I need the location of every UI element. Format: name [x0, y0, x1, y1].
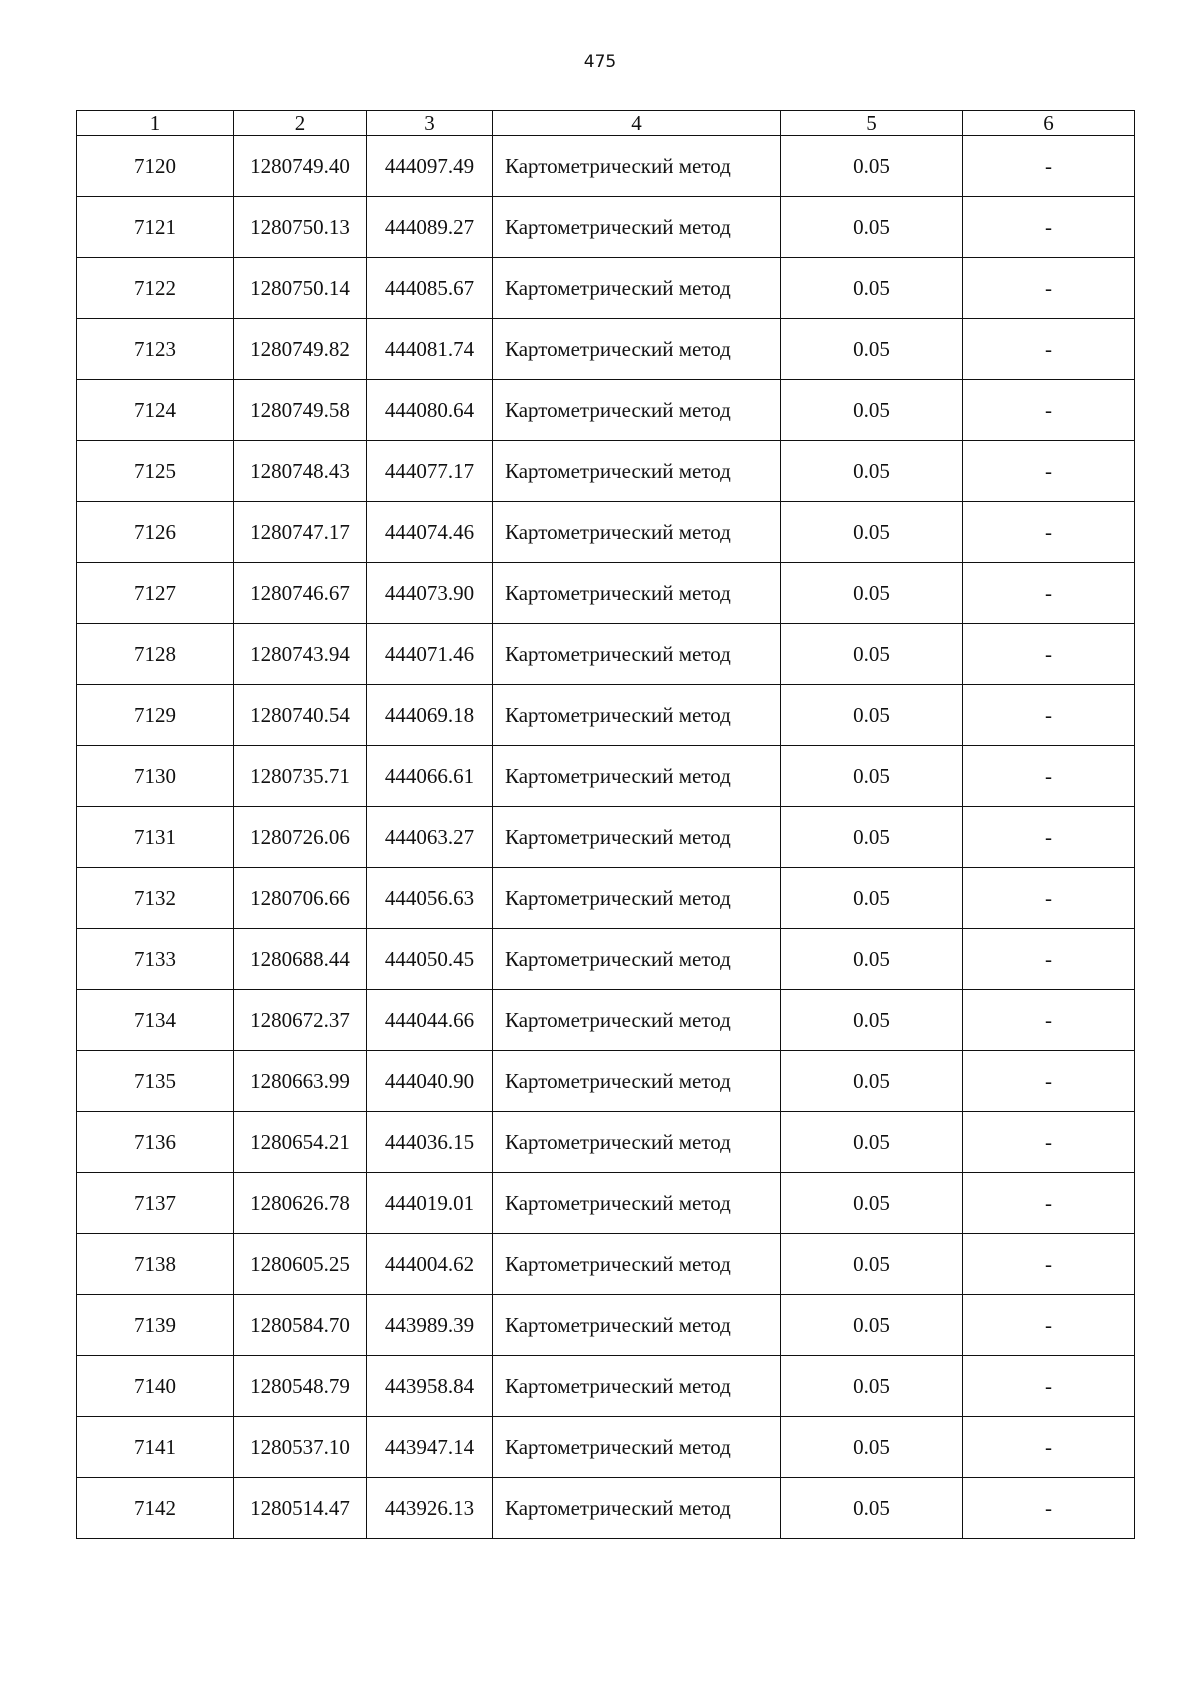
y-coordinate-cell: 444081.74: [367, 319, 493, 380]
point-number-cell: 7125: [77, 441, 234, 502]
y-coordinate-cell: 443926.13: [367, 1478, 493, 1539]
method-cell: Картометрический метод: [493, 1356, 781, 1417]
column-header-5: 5: [781, 111, 963, 136]
x-coordinate-cell: 1280750.14: [234, 258, 367, 319]
table-row: [77, 990, 1135, 1051]
point-number-cell: 7131: [77, 807, 234, 868]
x-coordinate-cell: 1280740.54: [234, 685, 367, 746]
method-cell: Картометрический метод: [493, 1478, 781, 1539]
note-cell: -: [963, 1234, 1135, 1295]
table-body: [77, 136, 1135, 1539]
accuracy-cell: 0.05: [781, 319, 963, 380]
method-cell: Картометрический метод: [493, 197, 781, 258]
x-coordinate-cell: 1280537.10: [234, 1417, 367, 1478]
method-cell: Картометрический метод: [493, 441, 781, 502]
method-cell: Картометрический метод: [493, 1417, 781, 1478]
x-coordinate-cell: 1280706.66: [234, 868, 367, 929]
note-cell: -: [963, 258, 1135, 319]
accuracy-cell: 0.05: [781, 1051, 963, 1112]
method-cell: Картометрический метод: [493, 1234, 781, 1295]
method-cell: Картометрический метод: [493, 990, 781, 1051]
method-cell: Картометрический метод: [493, 1051, 781, 1112]
x-coordinate-cell: 1280663.99: [234, 1051, 367, 1112]
note-cell: -: [963, 1356, 1135, 1417]
x-coordinate-cell: 1280605.25: [234, 1234, 367, 1295]
table-row: [77, 807, 1135, 868]
y-coordinate-cell: 444063.27: [367, 807, 493, 868]
accuracy-cell: 0.05: [781, 1112, 963, 1173]
column-header-2: 2: [234, 111, 367, 136]
table-row: [77, 380, 1135, 441]
accuracy-cell: 0.05: [781, 1478, 963, 1539]
y-coordinate-cell: 444077.17: [367, 441, 493, 502]
table-row: [77, 929, 1135, 990]
note-cell: -: [963, 990, 1135, 1051]
point-number-cell: 7123: [77, 319, 234, 380]
page-number: 475: [583, 52, 617, 72]
accuracy-cell: 0.05: [781, 807, 963, 868]
accuracy-cell: 0.05: [781, 929, 963, 990]
table-row: [77, 258, 1135, 319]
accuracy-cell: 0.05: [781, 1173, 963, 1234]
table-row: [77, 1478, 1135, 1539]
accuracy-cell: 0.05: [781, 136, 963, 197]
method-cell: Картометрический метод: [493, 380, 781, 441]
x-coordinate-cell: 1280672.37: [234, 990, 367, 1051]
x-coordinate-cell: 1280743.94: [234, 624, 367, 685]
note-cell: -: [963, 1051, 1135, 1112]
point-number-cell: 7135: [77, 1051, 234, 1112]
y-coordinate-cell: 444040.90: [367, 1051, 493, 1112]
y-coordinate-cell: 444089.27: [367, 197, 493, 258]
method-cell: Картометрический метод: [493, 807, 781, 868]
method-cell: Картометрический метод: [493, 929, 781, 990]
y-coordinate-cell: 444066.61: [367, 746, 493, 807]
y-coordinate-cell: 443958.84: [367, 1356, 493, 1417]
point-number-cell: 7138: [77, 1234, 234, 1295]
table-row: [77, 624, 1135, 685]
note-cell: -: [963, 502, 1135, 563]
accuracy-cell: 0.05: [781, 1295, 963, 1356]
method-cell: Картометрический метод: [493, 258, 781, 319]
table-row: [77, 1417, 1135, 1478]
point-number-cell: 7121: [77, 197, 234, 258]
x-coordinate-cell: 1280750.13: [234, 197, 367, 258]
x-coordinate-cell: 1280654.21: [234, 1112, 367, 1173]
note-cell: -: [963, 1417, 1135, 1478]
method-cell: Картометрический метод: [493, 624, 781, 685]
accuracy-cell: 0.05: [781, 197, 963, 258]
note-cell: -: [963, 1112, 1135, 1173]
point-number-cell: 7133: [77, 929, 234, 990]
table-row: [77, 1051, 1135, 1112]
accuracy-cell: 0.05: [781, 1356, 963, 1417]
table-row: [77, 1356, 1135, 1417]
x-coordinate-cell: 1280584.70: [234, 1295, 367, 1356]
table-row: [77, 136, 1135, 197]
table-row: [77, 441, 1135, 502]
table-row: [77, 319, 1135, 380]
point-number-cell: 7126: [77, 502, 234, 563]
note-cell: -: [963, 746, 1135, 807]
accuracy-cell: 0.05: [781, 258, 963, 319]
note-cell: -: [963, 197, 1135, 258]
x-coordinate-cell: 1280748.43: [234, 441, 367, 502]
method-cell: Картометрический метод: [493, 563, 781, 624]
point-number-cell: 7134: [77, 990, 234, 1051]
y-coordinate-cell: 444050.45: [367, 929, 493, 990]
table-row: [77, 746, 1135, 807]
x-coordinate-cell: 1280688.44: [234, 929, 367, 990]
method-cell: Картометрический метод: [493, 319, 781, 380]
point-number-cell: 7142: [77, 1478, 234, 1539]
x-coordinate-cell: 1280626.78: [234, 1173, 367, 1234]
y-coordinate-cell: 444085.67: [367, 258, 493, 319]
accuracy-cell: 0.05: [781, 990, 963, 1051]
point-number-cell: 7130: [77, 746, 234, 807]
point-number-cell: 7128: [77, 624, 234, 685]
x-coordinate-cell: 1280735.71: [234, 746, 367, 807]
note-cell: -: [963, 685, 1135, 746]
note-cell: -: [963, 807, 1135, 868]
y-coordinate-cell: 444056.63: [367, 868, 493, 929]
header-row: [77, 111, 1135, 136]
x-coordinate-cell: 1280548.79: [234, 1356, 367, 1417]
table-row: [77, 197, 1135, 258]
accuracy-cell: 0.05: [781, 868, 963, 929]
table-row: [77, 868, 1135, 929]
table-row: [77, 502, 1135, 563]
accuracy-cell: 0.05: [781, 1234, 963, 1295]
point-number-cell: 7139: [77, 1295, 234, 1356]
y-coordinate-cell: 443947.14: [367, 1417, 493, 1478]
x-coordinate-cell: 1280747.17: [234, 502, 367, 563]
note-cell: -: [963, 929, 1135, 990]
point-number-cell: 7127: [77, 563, 234, 624]
point-number-cell: 7129: [77, 685, 234, 746]
note-cell: -: [963, 380, 1135, 441]
x-coordinate-cell: 1280749.58: [234, 380, 367, 441]
method-cell: Картометрический метод: [493, 136, 781, 197]
method-cell: Картометрический метод: [493, 746, 781, 807]
table-row: [77, 563, 1135, 624]
y-coordinate-cell: 444069.18: [367, 685, 493, 746]
accuracy-cell: 0.05: [781, 441, 963, 502]
accuracy-cell: 0.05: [781, 380, 963, 441]
method-cell: Картометрический метод: [493, 1295, 781, 1356]
accuracy-cell: 0.05: [781, 746, 963, 807]
accuracy-cell: 0.05: [781, 624, 963, 685]
table-row: [77, 685, 1135, 746]
point-number-cell: 7132: [77, 868, 234, 929]
point-number-cell: 7140: [77, 1356, 234, 1417]
note-cell: -: [963, 136, 1135, 197]
column-header-3: 3: [367, 111, 493, 136]
y-coordinate-cell: 444044.66: [367, 990, 493, 1051]
y-coordinate-cell: 444073.90: [367, 563, 493, 624]
method-cell: Картометрический метод: [493, 1112, 781, 1173]
accuracy-cell: 0.05: [781, 685, 963, 746]
y-coordinate-cell: 444036.15: [367, 1112, 493, 1173]
note-cell: -: [963, 624, 1135, 685]
method-cell: Картометрический метод: [493, 1173, 781, 1234]
method-cell: Картометрический метод: [493, 502, 781, 563]
coordinates-table: [76, 110, 1135, 1539]
point-number-cell: 7141: [77, 1417, 234, 1478]
point-number-cell: 7122: [77, 258, 234, 319]
point-number-cell: 7136: [77, 1112, 234, 1173]
accuracy-cell: 0.05: [781, 502, 963, 563]
accuracy-cell: 0.05: [781, 1417, 963, 1478]
note-cell: -: [963, 441, 1135, 502]
method-cell: Картометрический метод: [493, 685, 781, 746]
y-coordinate-cell: 444019.01: [367, 1173, 493, 1234]
y-coordinate-cell: 444074.46: [367, 502, 493, 563]
x-coordinate-cell: 1280726.06: [234, 807, 367, 868]
x-coordinate-cell: 1280749.82: [234, 319, 367, 380]
table-row: [77, 1112, 1135, 1173]
y-coordinate-cell: 443989.39: [367, 1295, 493, 1356]
method-cell: Картометрический метод: [493, 868, 781, 929]
y-coordinate-cell: 444097.49: [367, 136, 493, 197]
note-cell: -: [963, 563, 1135, 624]
x-coordinate-cell: 1280746.67: [234, 563, 367, 624]
x-coordinate-cell: 1280749.40: [234, 136, 367, 197]
x-coordinate-cell: 1280514.47: [234, 1478, 367, 1539]
y-coordinate-cell: 444071.46: [367, 624, 493, 685]
table-row: [77, 1234, 1135, 1295]
note-cell: -: [963, 319, 1135, 380]
point-number-cell: 7124: [77, 380, 234, 441]
table-row: [77, 1295, 1135, 1356]
column-header-4: 4: [493, 111, 781, 136]
column-header-6: 6: [963, 111, 1135, 136]
note-cell: -: [963, 1295, 1135, 1356]
y-coordinate-cell: 444004.62: [367, 1234, 493, 1295]
note-cell: -: [963, 1478, 1135, 1539]
accuracy-cell: 0.05: [781, 563, 963, 624]
note-cell: -: [963, 1173, 1135, 1234]
point-number-cell: 7120: [77, 136, 234, 197]
table-row: [77, 1173, 1135, 1234]
column-header-1: 1: [77, 111, 234, 136]
point-number-cell: 7137: [77, 1173, 234, 1234]
note-cell: -: [963, 868, 1135, 929]
y-coordinate-cell: 444080.64: [367, 380, 493, 441]
